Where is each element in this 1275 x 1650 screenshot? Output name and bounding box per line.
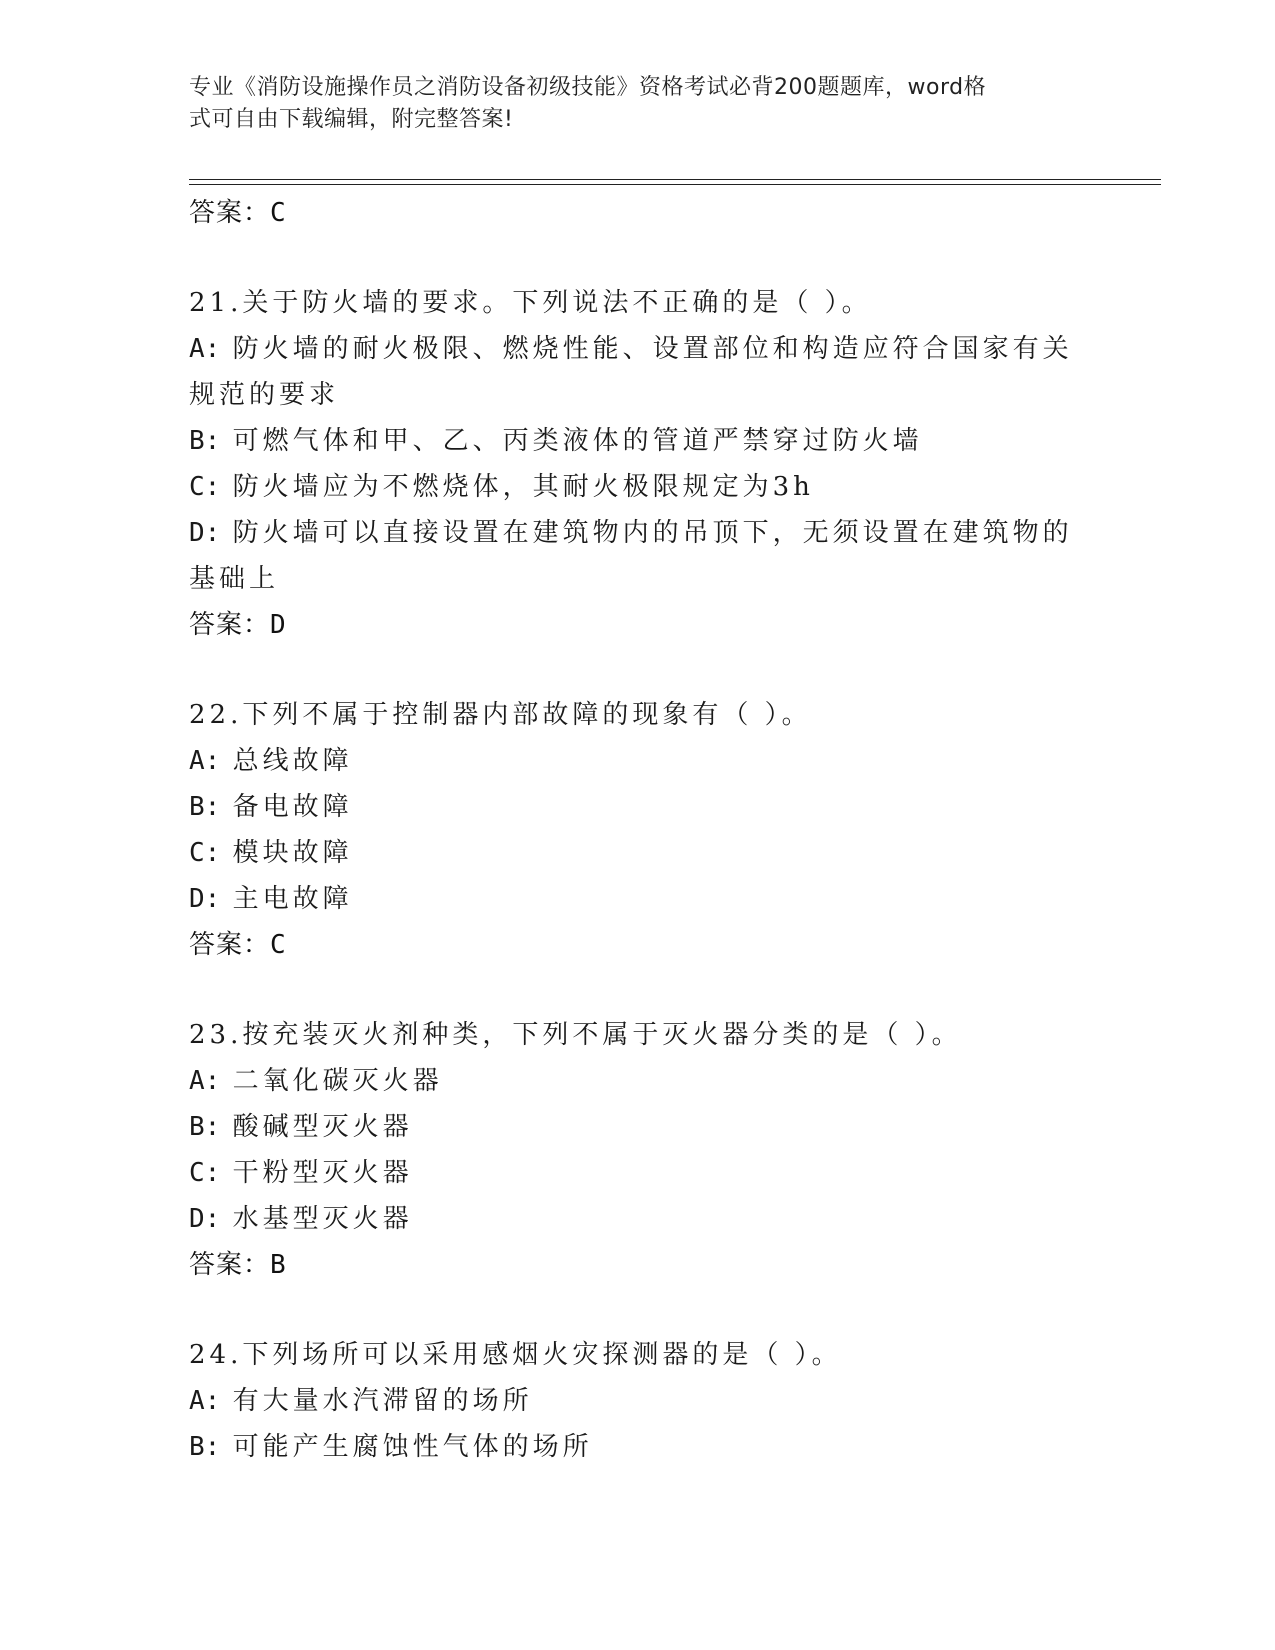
- option-text: 备电故障: [220, 792, 353, 822]
- option-text: 模块故障: [220, 838, 353, 868]
- option-text: 酸碱型灭火器: [220, 1112, 413, 1142]
- option-c: [189, 464, 1089, 510]
- option-text: 有大量水汽滞留的场所: [220, 1386, 533, 1416]
- header-rule-bottom: [189, 184, 1161, 185]
- document-header: [189, 72, 1079, 136]
- option-a: [189, 1058, 1089, 1104]
- header-rule-top: [189, 179, 1161, 180]
- option-a: [189, 738, 1089, 784]
- answer-line: [189, 1242, 1089, 1288]
- option-letter: C:: [189, 472, 221, 502]
- option-letter: C:: [189, 838, 221, 868]
- header-line-2: 式可自由下载编辑，附完整答案!: [189, 107, 514, 132]
- option-d: [189, 876, 1089, 922]
- option-text: 水基型灭火器: [220, 1204, 413, 1234]
- option-b: [189, 1424, 1089, 1470]
- question-item: [189, 692, 1089, 968]
- option-letter: B:: [189, 792, 221, 822]
- option-letter: B:: [189, 1112, 221, 1142]
- option-letter: B:: [189, 1432, 221, 1462]
- option-c: [189, 1150, 1089, 1196]
- option-b: [189, 418, 1089, 464]
- answer-value: C: [270, 930, 287, 960]
- question-list: [189, 190, 1089, 1470]
- option-d: [189, 510, 1089, 602]
- option-c: [189, 830, 1089, 876]
- option-a: [189, 1378, 1089, 1424]
- option-letter: A:: [189, 1386, 221, 1416]
- option-text: 总线故障: [220, 746, 353, 776]
- option-letter: A:: [189, 746, 221, 776]
- option-letter: A:: [189, 1066, 221, 1096]
- answer-line: [189, 190, 1089, 236]
- option-b: [189, 784, 1089, 830]
- option-b: [189, 1104, 1089, 1150]
- option-letter: D:: [189, 1204, 221, 1234]
- answer-value: C: [270, 198, 287, 228]
- question-item: [189, 1012, 1089, 1288]
- option-text: 干粉型灭火器: [220, 1158, 413, 1188]
- option-text: 可燃气体和甲、乙、丙类液体的管道严禁穿过防火墙: [220, 426, 923, 456]
- answer-label: 答案：: [189, 198, 271, 228]
- answer-value: D: [270, 610, 287, 640]
- question-stem: 24.下列场所可以采用感烟火灾探测器的是（ ）。: [189, 1340, 842, 1370]
- option-letter: B:: [189, 426, 221, 456]
- option-text: 防火墙的耐火极限、燃烧性能、设置部位和构造应符合国家有关规范的要求: [189, 334, 1073, 410]
- answer-label: 答案：: [189, 1250, 271, 1280]
- question-stem: 22.下列不属于控制器内部故障的现象有（ ）。: [189, 700, 812, 730]
- question-item: [189, 280, 1089, 648]
- question-stem: 23.按充装灭火剂种类，下列不属于灭火器分类的是（ ）。: [189, 1020, 962, 1050]
- header-line-1: 专业《消防设施操作员之消防设备初级技能》资格考试必背200题题库，word格: [189, 75, 987, 100]
- question-item: [189, 1332, 1089, 1470]
- option-d: [189, 1196, 1089, 1242]
- answer-line: [189, 602, 1089, 648]
- answer-label: 答案：: [189, 610, 271, 640]
- option-letter: D:: [189, 518, 221, 548]
- answer-line: [189, 922, 1089, 968]
- option-letter: D:: [189, 884, 221, 914]
- question-stem: 21.关于防火墙的要求。下列说法不正确的是（ ）。: [189, 288, 872, 318]
- option-text: 可能产生腐蚀性气体的场所: [220, 1432, 593, 1462]
- answer-value: B: [270, 1250, 287, 1280]
- answer-label: 答案：: [189, 930, 271, 960]
- option-text: 二氧化碳灭火器: [220, 1066, 443, 1096]
- option-letter: C:: [189, 1158, 221, 1188]
- option-text: 主电故障: [220, 884, 353, 914]
- option-text: 防火墙应为不燃烧体，其耐火极限规定为3h: [220, 472, 814, 502]
- option-letter: A:: [189, 334, 221, 364]
- option-a: [189, 326, 1089, 418]
- option-text: 防火墙可以直接设置在建筑物内的吊顶下，无须设置在建筑物的基础上: [189, 518, 1073, 594]
